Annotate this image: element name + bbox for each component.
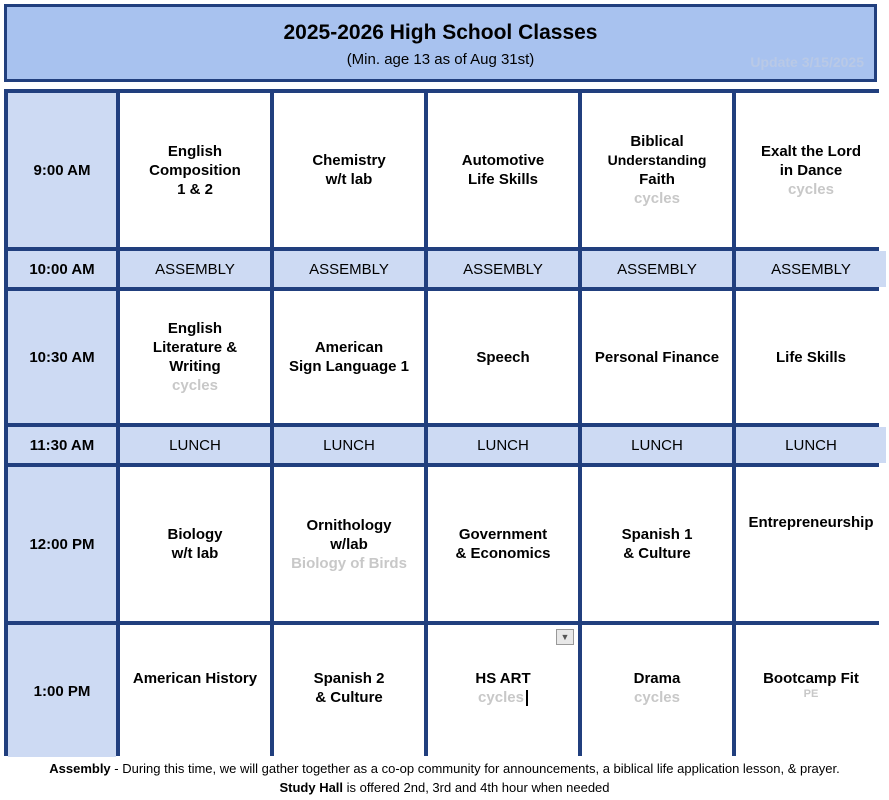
class-note: PE <box>803 688 819 700</box>
update-date: Update 3/15/2025 <box>750 54 864 70</box>
class-title: & Economics <box>455 545 551 562</box>
class-title: Literature & <box>152 339 238 356</box>
class-cell[interactable] <box>274 291 424 423</box>
class-cell[interactable] <box>120 291 270 423</box>
class-title: Exalt the Lord <box>760 142 861 160</box>
lunch-cell[interactable]: LUNCH <box>274 427 424 463</box>
time-cell[interactable]: 11:30 AM <box>8 427 116 463</box>
class-title: HS ART <box>475 670 531 687</box>
class-title: Biblical <box>630 133 684 150</box>
class-note: cycles <box>634 689 680 706</box>
class-title: Composition <box>149 161 241 179</box>
class-title: Entrepreneurship <box>748 514 874 531</box>
class-note: cycles <box>172 377 218 394</box>
class-title: Spanish 1 <box>621 526 693 543</box>
time-cell[interactable]: 10:00 AM <box>8 251 116 287</box>
time-cell[interactable]: 1:00 PM <box>8 625 116 757</box>
class-title: English <box>167 320 223 337</box>
class-title: & Culture <box>315 689 383 706</box>
class-note: cycles <box>788 180 834 198</box>
class-title: Automotive <box>461 152 545 169</box>
class-title: w/t lab <box>171 545 219 562</box>
class-title: Personal Finance <box>594 348 720 366</box>
class-title: w/lab <box>330 535 368 553</box>
schedule-grid <box>4 89 879 756</box>
footer-notes <box>0 759 889 797</box>
class-title: & Culture <box>623 545 691 562</box>
class-title: Writing <box>169 358 221 375</box>
class-title: Chemistry <box>312 152 386 169</box>
study-hall-text: is offered 2nd, 3rd and 4th hour when needed <box>343 780 610 795</box>
class-note: Biology of Birds <box>291 554 407 572</box>
assembly-note <box>0 759 889 778</box>
class-title: English <box>167 142 223 160</box>
lunch-cell[interactable]: LUNCH <box>428 427 578 463</box>
class-title: Drama <box>633 670 681 687</box>
class-cell[interactable] <box>736 625 886 757</box>
class-title: Ornithology <box>306 516 392 534</box>
assembly-cell[interactable]: ASSEMBLY <box>736 251 886 287</box>
class-title: in Dance <box>779 161 843 179</box>
time-cell[interactable]: 9:00 AM <box>8 93 116 247</box>
class-cell[interactable] <box>582 625 732 757</box>
class-title: Life Skills <box>467 171 539 188</box>
class-cell[interactable] <box>120 93 270 247</box>
class-cell[interactable] <box>120 625 270 757</box>
assembly-cell[interactable]: ASSEMBLY <box>428 251 578 287</box>
class-cell[interactable] <box>582 93 732 247</box>
class-cell[interactable] <box>582 291 732 423</box>
page-subtitle: (Min. age 13 as of Aug 31st) <box>346 51 535 68</box>
class-note: cycles <box>634 190 680 207</box>
lunch-cell[interactable]: LUNCH <box>582 427 732 463</box>
class-cell[interactable] <box>120 467 270 621</box>
class-cell-selected[interactable] <box>428 625 578 757</box>
class-cell[interactable] <box>428 93 578 247</box>
class-title: Faith <box>639 171 675 188</box>
assembly-cell[interactable]: ASSEMBLY <box>274 251 424 287</box>
time-cell[interactable]: 12:00 PM <box>8 467 116 621</box>
page-title: 2025-2026 High School Classes <box>283 21 598 44</box>
class-title: Biology <box>167 526 223 543</box>
assembly-term: Assembly <box>49 761 111 776</box>
class-cell[interactable] <box>736 467 886 621</box>
class-cell[interactable] <box>736 291 886 423</box>
class-cell[interactable] <box>274 467 424 621</box>
class-cell[interactable] <box>274 625 424 757</box>
class-title: American <box>314 339 384 356</box>
class-cell[interactable] <box>736 93 886 247</box>
class-title: Bootcamp Fit <box>763 670 859 687</box>
assembly-cell[interactable]: ASSEMBLY <box>582 251 732 287</box>
class-cell[interactable] <box>582 467 732 621</box>
class-title: Life Skills <box>775 348 847 366</box>
assembly-cell[interactable]: ASSEMBLY <box>120 251 270 287</box>
class-note: cycles <box>478 689 524 706</box>
lunch-cell[interactable]: LUNCH <box>120 427 270 463</box>
dropdown-arrow-icon[interactable]: ▼ <box>556 629 574 645</box>
lunch-cell[interactable]: LUNCH <box>736 427 886 463</box>
class-cell[interactable] <box>274 93 424 247</box>
text-cursor <box>526 690 528 706</box>
class-title: Sign Language 1 <box>288 358 409 375</box>
class-title: Speech <box>476 348 530 366</box>
class-cell[interactable] <box>428 291 578 423</box>
class-title: American History <box>132 670 258 687</box>
header-banner <box>4 4 877 82</box>
assembly-text: - During this time, we will gather together as a co-op community for announcements, a biblical life application lesson, & prayer. <box>110 761 840 776</box>
class-title: Understanding <box>607 152 707 168</box>
study-hall-note <box>0 778 889 797</box>
class-title: Spanish 2 <box>313 670 385 687</box>
class-cell[interactable] <box>428 467 578 621</box>
class-title: w/t lab <box>325 171 373 188</box>
class-title: 1 & 2 <box>177 180 213 198</box>
time-cell[interactable]: 10:30 AM <box>8 291 116 423</box>
class-title: Government <box>458 526 548 543</box>
study-hall-term: Study Hall <box>279 780 344 795</box>
